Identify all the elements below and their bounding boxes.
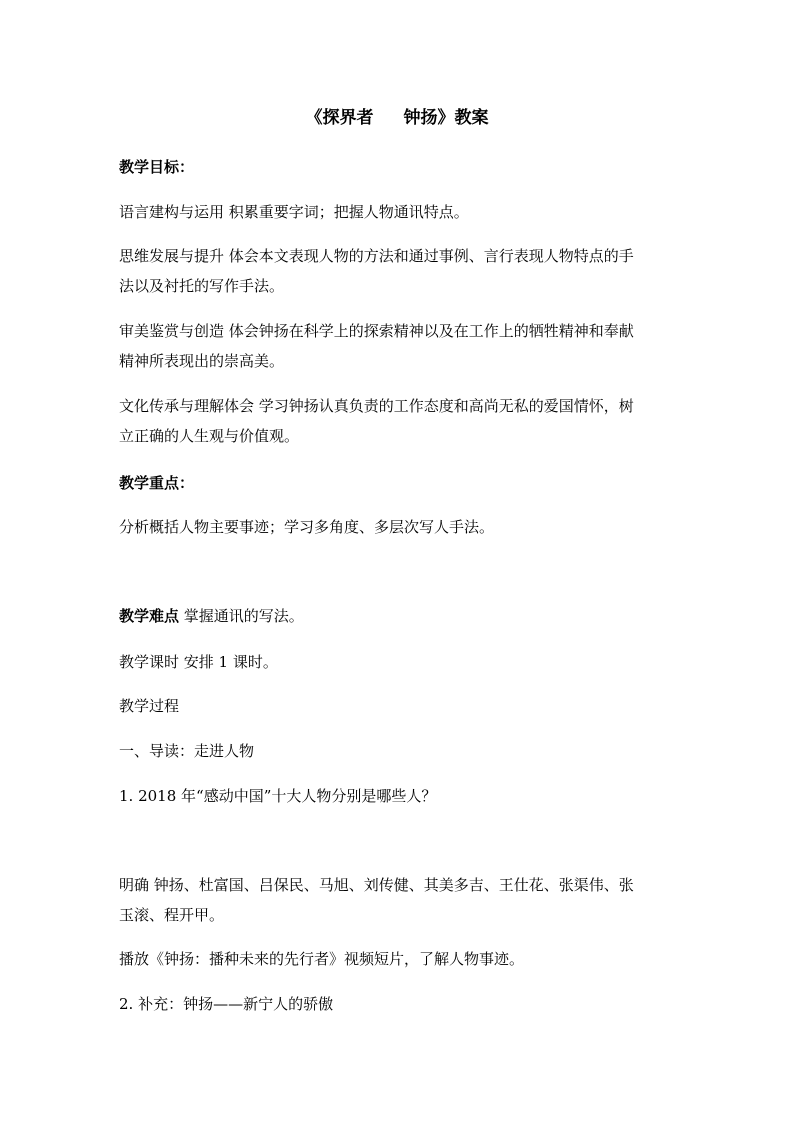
title-right: 钟扬》教案 bbox=[403, 108, 489, 128]
key-heading: 教学重点： bbox=[119, 474, 195, 492]
goal-culture-line1: 文化传承与理解体会 学习钟扬认真负责的工作态度和高尚无私的爱国情怀，树 bbox=[119, 397, 634, 415]
goal-aesthetic-line1: 审美鉴赏与创造 体会钟扬在科学上的探索精神以及在工作上的牺牲精神和奉献 bbox=[119, 322, 634, 340]
goal-aesthetic-line2: 精神所表现出的崇高美。 bbox=[119, 352, 285, 370]
answer-line2: 玉滚、程开甲。 bbox=[119, 906, 225, 924]
process-heading: 教学过程 bbox=[119, 697, 180, 715]
question-2: 2. 补充：钟扬——新宁人的骄傲 bbox=[119, 995, 334, 1013]
section-heading: 一、导读：走进人物 bbox=[119, 742, 255, 760]
goals-heading: 教学目标： bbox=[119, 158, 195, 176]
title-left: 《探界者 bbox=[305, 108, 374, 128]
question-1: 1. 2018 年“感动中国”十大人物分别是哪些人？ bbox=[119, 787, 437, 805]
goal-language: 语言建构与运用 积累重要字词；把握人物通讯特点。 bbox=[119, 203, 469, 221]
goal-thinking-line2: 法以及衬托的写作手法。 bbox=[119, 277, 285, 295]
goal-thinking-line1: 思维发展与提升 体会本文表现人物的方法和通过事例、言行表现人物特点的手 bbox=[119, 247, 634, 265]
document-title bbox=[0, 106, 794, 130]
video-note: 播放《钟扬：播种未来的先行者》视频短片，了解人物事迹。 bbox=[119, 950, 525, 968]
difficulty-line bbox=[119, 606, 304, 626]
class-hours: 教学课时 安排 1 课时。 bbox=[119, 653, 278, 671]
key-point: 分析概括人物主要事迹；学习多角度、多层次写人手法。 bbox=[119, 518, 495, 536]
difficulty-label: 教学难点 bbox=[119, 607, 180, 625]
difficulty-text: 掌握通讯的写法。 bbox=[179, 607, 304, 625]
answer-line1: 明确 钟扬、杜富国、吕保民、马旭、刘传健、其美多吉、王仕花、张渠伟、张 bbox=[119, 876, 634, 894]
goal-culture-line2: 立正确的人生观与价值观。 bbox=[119, 427, 300, 445]
